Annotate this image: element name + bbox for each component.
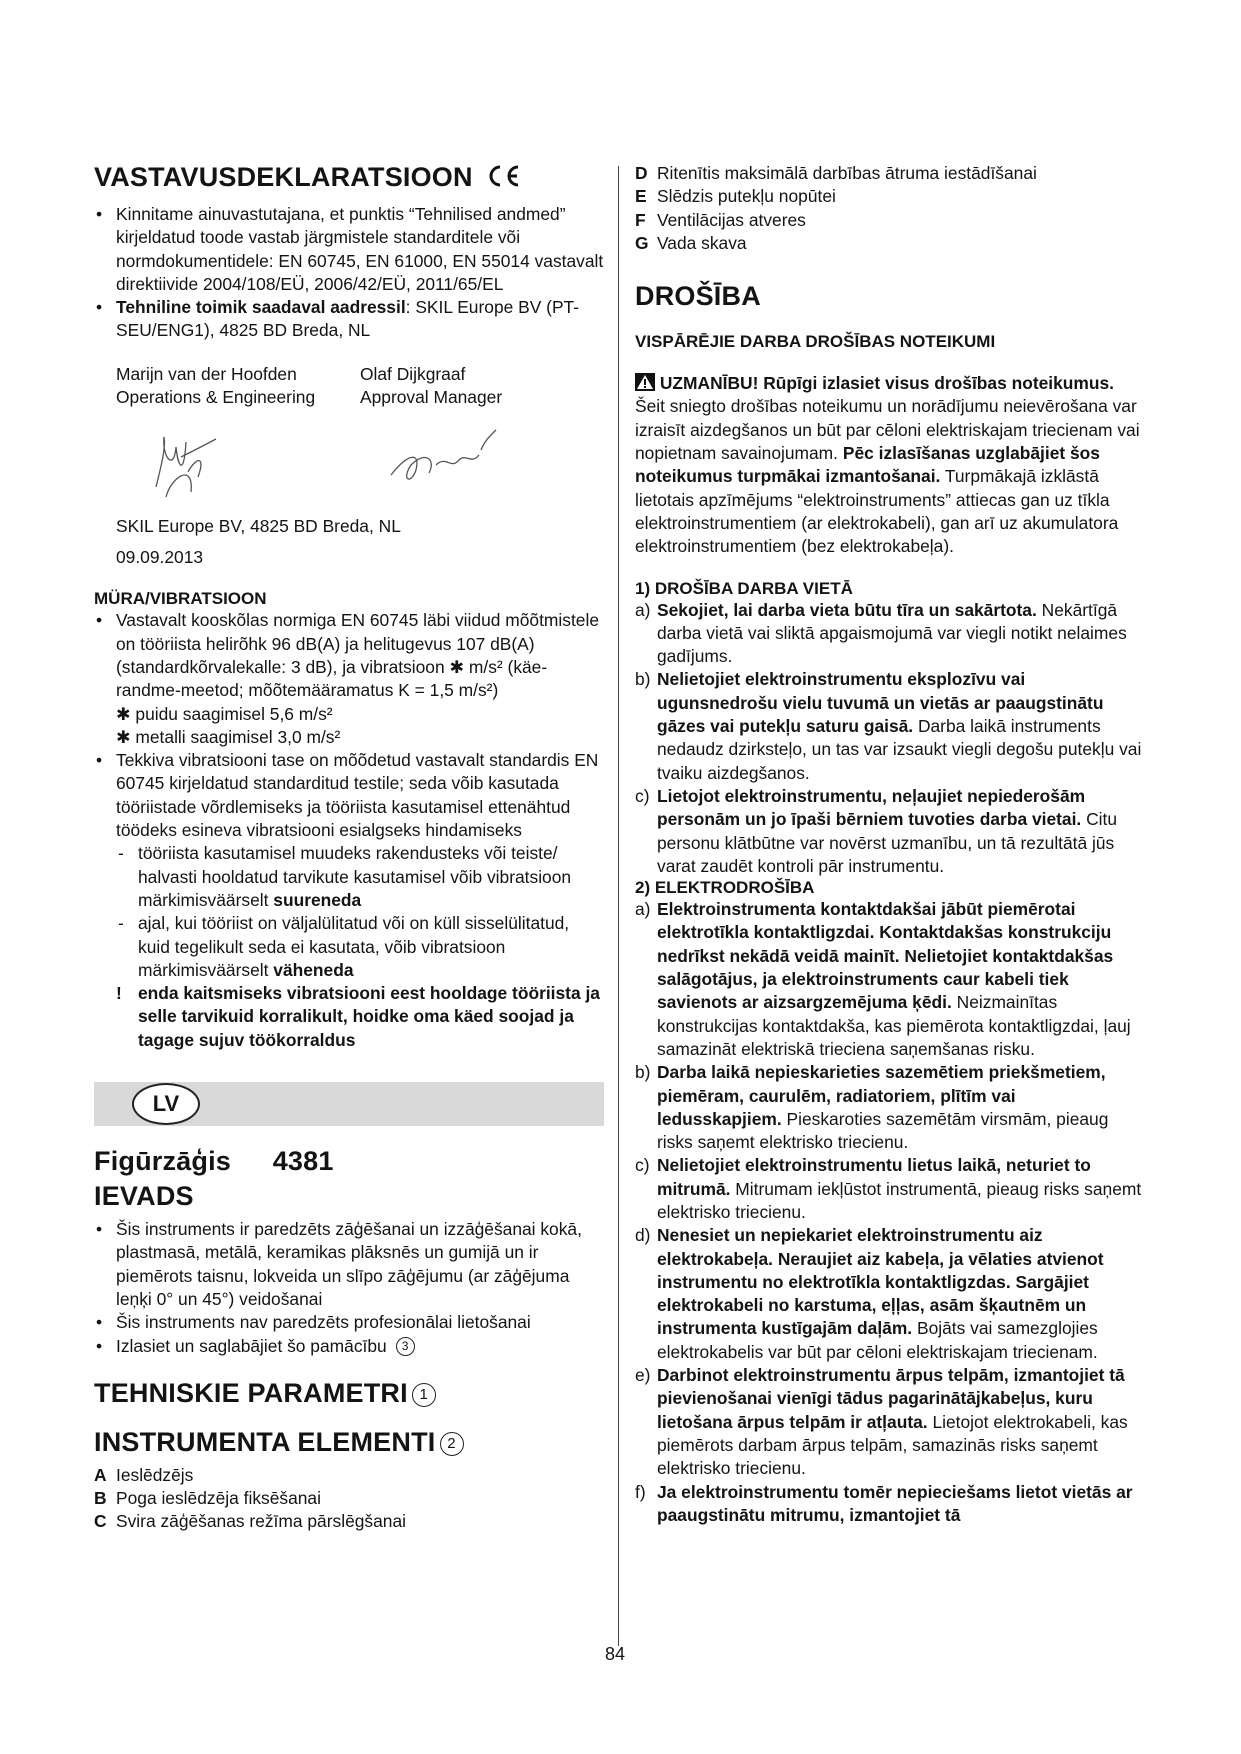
- rule-item: [635, 1364, 1145, 1480]
- language-badge: LV: [132, 1083, 200, 1125]
- section-2-list: [635, 898, 1145, 1527]
- rule-label: f): [635, 1481, 646, 1502]
- rule-label: b): [635, 669, 651, 690]
- figure-ref: 3: [396, 1337, 415, 1356]
- signer-1-name: Marijn van der Hoofden: [116, 363, 297, 384]
- elements-list-continued: [635, 162, 1145, 255]
- attention-text: Šeit sniegto drošības noteikumu un norādījumu neievērošana var izraisīt aizdegšanos un būt par cēloni elektriskajam triecienam vai nopietnam savainojumam.: [635, 396, 1140, 464]
- intro-list: [94, 1218, 604, 1358]
- noise-item-2: • Tekkiva vibratsiooni tase on mõõdetud vastavalt standardis EN 60745 kirjeldatud standarditud testile; seda võib kasutada tööriistade võrdlemiseks ja tööriista kasutamisel ettenähtud töödeks esineva vibratsiooni esialgseks hindamiseks: [94, 749, 604, 842]
- rule-text: Citu personu klātbūtne var novērst uzmanību, un tā rezultātā jūs varat zaudēt kontroli pār instrumentu.: [657, 809, 1118, 876]
- dash-item-2: [116, 912, 604, 982]
- noise-wood: ✱ puidu saagimisel 5,6 m/s²: [116, 703, 333, 724]
- element-label: Svira zāģēšanas režīma pārslēgšanai: [116, 1511, 406, 1532]
- element-label: Slēdzis putekļu nopūtei: [657, 186, 836, 207]
- general-safety-title: VISPĀRĒJIE DARBA DROŠĪBAS NOTEIKUMI: [635, 332, 996, 352]
- rule-label: c): [635, 785, 650, 806]
- element-key: F: [635, 209, 646, 230]
- element-label: Ritenītis maksimālā darbības ātruma iestādīšanai: [657, 163, 1037, 183]
- rule-bold: Elektroinstrumenta kontaktdakšai jābūt piemērotai elektrotīkla kontaktligzdai. Kontaktdakšas konstrukciju nedrīkst nekādā veidā mainīt. Nelietojiet kontaktdakšas salāgotājus, ja elektroinstruments caur kabeli tiek savienots ar aizsargzemējuma ķēdi.: [657, 899, 1114, 1013]
- rule-text: Mitrumam iekļūstot instrumentā, pieaug risks saņemt elektrisko triecienu.: [657, 1178, 1142, 1222]
- product-name: Figūrzāģis: [94, 1146, 232, 1177]
- signature-2-icon: [381, 425, 511, 495]
- signer-2-name: Olaf Dijkgraaf: [360, 363, 466, 384]
- rule-item: [635, 1061, 1145, 1154]
- declaration-title: [94, 162, 604, 193]
- declaration-title-text: VASTAVUSDEKLARATSIOON: [94, 162, 473, 192]
- rule-bold: Darba laikā nepieskarieties sazemētiem priekšmetiem, piemēram, caurulēm, radiatoriem, plītīm vai ledusskapjiem.: [657, 1062, 1106, 1129]
- elements-list: [94, 1464, 604, 1534]
- element-label: Ieslēdzējs: [116, 1464, 194, 1485]
- section-1-list: [635, 599, 1145, 879]
- noise-list: [94, 609, 604, 842]
- tech-file-item: [94, 296, 604, 343]
- declaration-date: 09.09.2013: [116, 547, 204, 568]
- element-key: G: [635, 232, 649, 253]
- dash-item-2-text: ajal, kui tööriist on väljalülitatud või on küll sisselülitatud, kuid tegelikult seda ei kasutata, võib vibratsioon märkimisväärselt: [138, 913, 570, 980]
- rule-bold: Sekojiet, lai darba vieta būtu tīra un sakārtota.: [657, 599, 1037, 620]
- rule-bold: Darbinot elektroinstrumentu ārpus telpām, izmantojiet tā pievienošanai vienīgi tādus pagarinātājkabeļus, kuru lietošana ārpus telpām ir atļauta.: [657, 1365, 1125, 1432]
- element-row: [635, 209, 1145, 232]
- element-label: Poga ieslēdzēja fiksēšanai: [116, 1488, 321, 1509]
- company-address: SKIL Europe BV, 4825 BD Breda, NL: [116, 515, 401, 536]
- element-row: [94, 1510, 604, 1533]
- element-key: E: [635, 186, 647, 207]
- element-key: B: [94, 1488, 107, 1509]
- language-band: [94, 1082, 604, 1126]
- rule-item: [635, 1154, 1145, 1224]
- warning-mark: !: [116, 983, 122, 1004]
- right-column: [635, 162, 1145, 1527]
- vibration-warning: [116, 982, 604, 1052]
- element-row: [94, 1487, 604, 1510]
- signatures: [116, 409, 604, 509]
- noise-title: MÜRA/VIBRATSIOON: [94, 589, 267, 609]
- rule-label: d): [635, 1225, 651, 1246]
- element-row: [635, 232, 1145, 255]
- tech-params-text: TEHNISKIE PARAMETRI: [94, 1377, 408, 1408]
- tech-file-value: : SKIL Europe BV (PT-SEU/ENG1), 4825 BD Breda, NL: [116, 297, 579, 341]
- declaration-list: [94, 203, 604, 343]
- figure-ref: 2: [440, 1432, 464, 1456]
- element-key: A: [94, 1464, 107, 1485]
- rule-bold: Nelietojiet elektroinstrumentu lietus laikā, neturiet to mitrumā.: [657, 1155, 1091, 1199]
- rule-text: Nekārtīgā darba vietā vai sliktā apgaismojumā var viegli notikt nelaimes gadījums.: [657, 599, 1127, 667]
- attention-text-2: Turpmākajā izklāstā lietotais apzīmējums “elektroinstruments” attiecas gan uz tīkla elektroinstrumentiem (ar elektrokabeli), gan arī uz akumulatora elektroinstrumentiem (bez elektrokabeļa).: [635, 466, 1119, 557]
- product-title: [94, 1146, 604, 1177]
- signatories: [116, 363, 604, 409]
- intro-item: • Šis instruments ir paredzēts zāģēšanai un izzāģēšanai kokā, plastmasā, metālā, keramikas plāksnēs un gumijā un ir piemērots taisnu, lokveida un slīpo zāģējumu (ar zāģējuma leņķi 0° un 45°) veidošanai: [94, 1218, 604, 1311]
- signer-2: [360, 363, 604, 409]
- dash-item-2-bold: väheneda: [273, 959, 354, 980]
- rule-label: c): [635, 1155, 650, 1176]
- rule-item: [635, 1481, 1145, 1528]
- element-label: Ventilācijas atveres: [657, 209, 806, 230]
- rule-label: b): [635, 1062, 651, 1083]
- signer-1: [116, 363, 360, 409]
- element-row: [94, 1464, 604, 1487]
- rule-bold: Nelietojiet elektroinstrumentu eksplozīvu vai ugunsnedrošu vielu tuvumā un vietās ar paaugstinātu gāzes vai putekļu saturu gaisā.: [657, 669, 1104, 737]
- element-row: [635, 185, 1145, 208]
- element-key: D: [635, 163, 648, 183]
- warning-triangle-icon: [635, 373, 655, 391]
- intro-item-text: Izlasiet un saglabājiet šo pamācību: [116, 1335, 387, 1356]
- signer-1-role: Operations & Engineering: [116, 386, 316, 407]
- ce-mark-icon: [484, 164, 522, 188]
- attention-paragraph: [635, 372, 1145, 558]
- rule-text: Darba laikā instruments nedaudz dzirksteļo, un tas var izsaukt viegli degošu putekļu vai tvaiku aizdegšanos.: [657, 716, 1142, 783]
- rule-bold: Nenesiet un nepiekariet elektroinstrumentu aiz elektrokabeļa. Neraujiet aiz kabeļa, ja vēlaties atvienot instrumentu no elektrotīkla kontaktligzdas. Sargājiet elektrokabeli no karstuma, eļļas, asām šķautnēm un instrumenta kustīgajām daļām.: [657, 1225, 1104, 1339]
- intro-title: IEVADS: [94, 1181, 194, 1212]
- section-2-title: 2) ELEKTRODROŠĪBA: [635, 878, 815, 898]
- element-row: [635, 162, 1145, 185]
- tech-params-title: [94, 1378, 604, 1409]
- dash-item-1-text: tööriista kasutamisel muudeks rakendusteks või teiste/ halvasti hooldatud tarvikute kasutamisel võib vibratsioon märkimisväärselt: [138, 843, 572, 910]
- rule-item: [635, 785, 1145, 878]
- page-number: 84: [605, 1644, 626, 1664]
- attention-bold: UZMANĪBU! Rūpīgi izlasiet visus drošības noteikumus.: [659, 373, 1114, 394]
- rule-item: [635, 668, 1145, 784]
- vibration-dash-list: [116, 842, 604, 982]
- warning-text: enda kaitsmiseks vibratsiooni eest hooldage tööriista ja selle tarvikuid korralikult, hoidke oma käed soojad ja tagage sujuv töökorraldus: [138, 983, 600, 1050]
- rule-label: a): [635, 899, 651, 920]
- rule-label: a): [635, 599, 651, 620]
- noise-item: [94, 609, 604, 749]
- rule-item: [635, 599, 1145, 669]
- declaration-item: • Kinnitame ainuvastutajana, et punktis “Tehnilised andmed” kirjeldatud toode vastab järgmistele standarditele või normdokumentidele: EN 60745, EN 61000, EN 55014 vastavalt direktiivide 2004/108/EÜ, 2006/42/EÜ, 2011/65/EL: [94, 203, 604, 296]
- signature-1-icon: [136, 417, 256, 512]
- rule-bold: Ja elektroinstrumentu tomēr nepieciešams lietot vietās ar paaugstinātu mitrumu, izmantojiet tā: [657, 1481, 1133, 1525]
- figure-ref: 1: [412, 1383, 436, 1407]
- rule-item: [635, 1224, 1145, 1364]
- product-model: 4381: [272, 1146, 334, 1177]
- safety-title: DROŠĪBA: [635, 281, 761, 312]
- left-column: [94, 162, 604, 1534]
- rule-bold: Lietojot elektroinstrumentu, neļaujiet nepiederošām personām un jo īpaši bērniem tuvoties darba vietai.: [657, 785, 1086, 830]
- elements-title: [94, 1427, 604, 1458]
- element-label: Vada skava: [657, 232, 747, 253]
- dash-item-1: [116, 842, 604, 912]
- rule-text: Pieskaroties sazemētām virsmām, pieaug risks saņemt elektrisko triecienu.: [657, 1108, 1109, 1153]
- rule-item: [635, 898, 1145, 1061]
- element-key: C: [94, 1511, 107, 1532]
- tech-file-label: Tehniline toimik saadaval aadressil: [116, 297, 406, 318]
- noise-metal: ✱ metalli saagimisel 3,0 m/s²: [116, 726, 341, 747]
- intro-item: • Šis instruments nav paredzēts profesionālai lietošanai: [94, 1311, 604, 1334]
- signer-2-role: Approval Manager: [360, 386, 503, 407]
- intro-item: [94, 1335, 604, 1358]
- noise-text: Vastavalt kooskõlas normiga EN 60745 läbi viidud mõõtmistele on tööriista helirõhk 96 dB(A) ja helitugevus 107 dB(A) (standardkõrvalekalle: 3 dB), ja vibratsioon ✱ m/s² (käe-randme-meetod; mõõtemääramatus K = 1,5 m/s²): [116, 610, 599, 701]
- rule-label: e): [635, 1365, 651, 1386]
- dash-item-1-bold: suureneda: [273, 889, 362, 910]
- attention-bold-2: Pēc izlasīšanas uzglabājiet šos noteikumus turpmākai izmantošanai.: [635, 443, 1100, 487]
- section-1-title: 1) DROŠĪBA DARBA VIETĀ: [635, 578, 853, 598]
- rule-text: Bojāts vai samezglojies elektrokabelis var būt par cēloni elektriskajam triecienam.: [657, 1318, 1098, 1362]
- column-divider: [618, 166, 619, 1646]
- rule-text: Neizmainītas konstrukcijas kontaktdakša, kas piemērota kontaktligzdai, ļauj samazināt elektriskā trieciena saņemšanas risku.: [657, 992, 1131, 1059]
- elements-title-text: INSTRUMENTA ELEMENTI: [94, 1426, 436, 1457]
- rule-text: Lietojot elektrokabeli, kas piemērots darbam ārpus telpām, samazinās risks saņemt elektrisko triecienu.: [657, 1411, 1128, 1479]
